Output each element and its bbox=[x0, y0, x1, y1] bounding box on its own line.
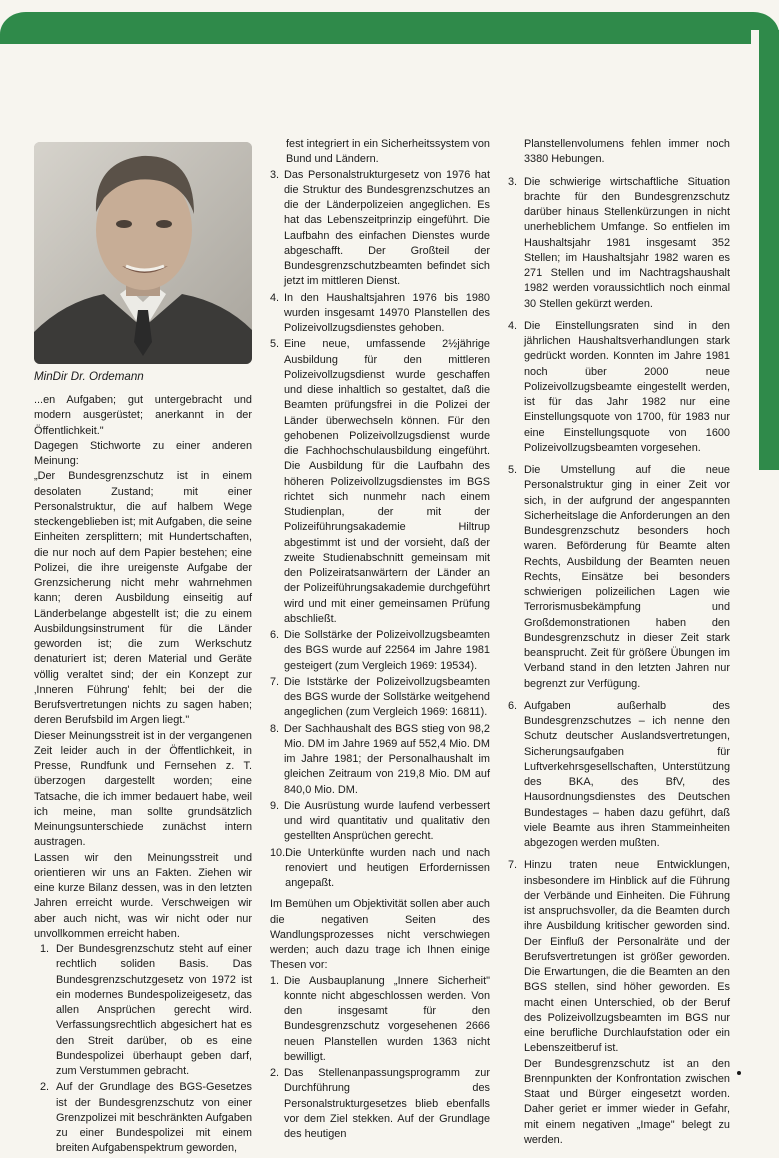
list-text: Der Bundesgrenzschutz steht auf einer rechtlich soliden Basis. Das Bundesgrenzschutzgesetz von 1972 ist ein modernes Bundespolizeigesetz, das allen Ansprüchen gerecht wird. Verfassungsrechtlich abgesichert hat es den Streit darüber, ob es eine Bundespolizei überhaupt geben darf, zum Verstummen gebracht. bbox=[56, 943, 252, 1077]
list-text: Die Ausrüstung wurde laufend verbessert und wird quantitativ und qualitativ den gestellten Ansprüchen gerecht. bbox=[284, 799, 490, 843]
list-number: 3. bbox=[508, 175, 518, 188]
list-text: Aufgaben außerhalb des Bundesgrenzschutzes – ich nenne den Schutz deutscher Auslandsvertretungen, Sicherungsaufgaben für Luftverkehrsgesellschaften, Unterstützung des BKA, des BfV, des Hausordnungsdienstes des Deutschen Bundestages – haben dazu geführt, daß viele Beamte aus ihren Stammeinheiten abgezogen werden mußten. bbox=[524, 699, 730, 849]
portrait-photo bbox=[34, 142, 252, 364]
header-color-bar bbox=[0, 12, 779, 44]
page-end-mark bbox=[737, 1071, 741, 1075]
list-text: Das Personalstrukturgesetz von 1976 hat die Struktur des Bundesgrenzschutzes an die der Länderpolizeien angeglichen. Es hat das Lebenszeitprinzip eingeführt. Die Laufbahn des einfachen Dienstes wurde abgeschafft. Der Großteil der Bundesgrenzschutzbeamten befindet sich jetzt im mittleren Dienst. bbox=[284, 168, 490, 288]
list-item bbox=[508, 858, 730, 1056]
column-2 bbox=[270, 137, 490, 1143]
list-item bbox=[508, 319, 730, 456]
list-item bbox=[270, 337, 490, 627]
list-number: 2. bbox=[40, 1081, 50, 1094]
numbered-list bbox=[34, 942, 252, 1157]
list-text: Die Sollstärke der Polizeivollzugsbeamten des BGS wurde auf 22564 im Jahre 1981 gesteigert (zum Vergleich 1969: 19534). bbox=[284, 629, 490, 672]
list-item bbox=[270, 846, 490, 892]
list-number: 9. bbox=[270, 799, 280, 812]
numbered-list bbox=[270, 168, 490, 892]
list-number: 1. bbox=[40, 943, 50, 955]
list-item bbox=[34, 942, 252, 1079]
list-number: 1. bbox=[270, 974, 280, 987]
list-item bbox=[270, 628, 490, 674]
paragraph: Dieser Meinungsstreit ist in der vergangenen Zeit leider auch in der Öffentlichkeit, in Presse, Rundfunk und Fernsehen z. T. überzogen dargestellt worden; eine Tatsache, die ich immer bedauert habe, weil ich meine, man sollte grundsätzlich Meinungsunterschiede zunächst intern austragen. bbox=[34, 729, 252, 849]
list-item bbox=[270, 168, 490, 290]
list-number: 4. bbox=[270, 291, 280, 304]
list-text: Die Unterkünfte wurden nach und nach renoviert und heutigen Erfordernissen angepaßt. bbox=[285, 846, 490, 889]
list-number: 6. bbox=[508, 699, 518, 712]
list-number: 4. bbox=[508, 319, 518, 332]
photo-caption: MinDir Dr. Ordemann bbox=[34, 370, 144, 383]
list-item bbox=[270, 799, 490, 845]
list-text: Das Stellenanpassungsprogramm zur Durchführung des Personalstrukturgesetzes blieb ebenfalls vor dem Ziel stekken. Auf der Grundlage des heutigen bbox=[284, 1067, 490, 1140]
list-item bbox=[270, 974, 490, 1066]
list-number: 2. bbox=[270, 1067, 280, 1079]
numbered-list bbox=[270, 974, 490, 1143]
paragraph: Lassen wir den Meinungsstreit und orientieren wir uns an Fakten. Ziehen wir eine kurze Bilanz dessen, was in den letzten Jahren erreicht wurde. Verschweigen wir aber auch nicht, was wir nicht oder nur unvollkommen erreicht haben. bbox=[34, 851, 252, 940]
paragraph: Planstellenvolumens fehlen immer noch 3380 Hebungen. bbox=[524, 138, 730, 166]
list-text: Die Ausbauplanung „Innere Sicherheit" konnte nicht abgeschlossen werden. Von den insgesamt für den Bundesgrenzschutz vorgesehenen 2666 neuen Planstellen wurden 1363 nicht bewilligt. bbox=[284, 974, 490, 1063]
list-text: Die Umstellung auf die neue Personalstruktur ging in einer Zeit vor sich, in der aufgrund der angespannten Sicherheitslage die Anforderungen an den Bundesgrenzschutz besonders hoch waren. Beförderung für Beamte alten Rechts, Ausbildung der Beamten neuen Rechts, Einsätze bei besonders schwierigen polizeilichen Lagen wie Terrorismusbekämpfung und Großdemonstrationen haben den Bundesgrenzschutz in dieser Zeit stark beansprucht. Zeit für größere Übungen im Verband stand in den letzten Jahren nur begrenzt zur Verfügung. bbox=[524, 464, 730, 690]
list-text: Die schwierige wirtschaftliche Situation brachte für den Bundesgrenzschutz darüber hinaus Stellenkürzungen in nicht unerheblichem Umfange. So entfielen im Haushaltsjahr 1981 insgesamt 352 Stellen; im Haushaltsjahr 1982 waren es 271 Stellen und im Nachtragshaushalt 1982 werden voraussichtlich noch einmal 30 Stellen gekürzt werden. bbox=[524, 175, 730, 310]
list-text: Hinzu traten neue Entwicklungen, insbesondere im Hinblick auf die Führung der Verbände und Einheiten. Die Führung ist anspruchsvoller, da die Beamten durch ihre Ausbildung kritischer geworden sind. Der Einfluß der Personalräte und der Berufsvertretungen ist größer geworden. Die Erwartungen, die die Beamten an den BGS stellen, sind höher geworden. Es macht einen Unterschied, ob der Beruf des Polizeivollzugsbeamten im BGS nur eine berufliche Durchlaufstation oder ein Lebenszeitberuf ist. bbox=[524, 859, 730, 1055]
numbered-list bbox=[508, 175, 730, 1057]
paragraph: ...en Aufgaben; gut untergebracht und modern ausgerüstet; anerkannt in der Öffentlichkeit." bbox=[34, 394, 252, 437]
paragraph: Der Bundesgrenzschutz ist an den Brennpunkten der Konfrontation zwischen Staat und Bürger eingesetzt worden. Daher geriet er immer wieder in Gefahr, mit einem negativen „Image" belegt zu werden. bbox=[524, 1057, 730, 1146]
list-number: 7. bbox=[508, 859, 518, 872]
paragraph: fest integriert in ein Sicherheitssystem von Bund und Ländern. bbox=[286, 138, 490, 166]
list-number: 10. bbox=[270, 846, 286, 859]
list-text: Eine neue, umfassende 2½jährige Ausbildung für den mittleren Polizeivollzugsdienst wurde geschaffen und diese inhaltlich so gestaltet, daß die Beamten prüfungsfrei in die Polizei der Länder überwechseln können. Für den gehobenen Polizeivollzugsdienst wurde die Fachhochschulausbildung eingeführt. Die Ausbildung für die Laufbahn des höheren Polizeivollzugsdienstes im BGS richtet sich nunmehr nach einem Studienplan, der mit der Polizeiführungsakademie Hiltrup abgestimmt ist und der vorsieht, daß der zweite Studienabschnitt gemeinsam mit den Polizeiratsanwärtern der Länder an der Polizeiführungsakademie durchgeführt wird und mit einer gemeinsamen Prüfung abschließt. bbox=[284, 338, 490, 625]
list-number: 5. bbox=[508, 464, 518, 476]
list-number: 5. bbox=[270, 338, 280, 351]
list-text: Die Einstellungsraten sind in den jährlichen Haushaltsverhandlungen stark gedrückt worden. Konnten im Jahre 1981 noch über 2000 neue Polizeivollzugsbeamte eingestellt werden, ist für das Jahr 1982 nur eine Einstellungsquote von 1700, für 1983 nur eine Einstellungsquote von 1600 Polizeivollzugsbeamten vorgesehen. bbox=[524, 319, 730, 454]
list-number: 6. bbox=[270, 629, 280, 641]
paragraph: Im Bemühen um Objektivität sollen aber auch die negativen Seiten des Wandlungsprozesses nicht verschwiegen werden; auch dazu trage ich Ihnen einige Thesen vor: bbox=[270, 898, 490, 972]
quote-paragraph: „Der Bundesgrenzschutz ist in einem desolaten Zustand; mit einer Personalstruktur, die auf halbem Wege steckengeblieben ist; mit Aufgaben, die seine Einheiten zersplittern; mit Hundertschaften, die nur noch auf dem Papier bestehen; eine Polizei, die ihre ureigenste Aufgabe der Grenzsicherung nicht mehr wahrnehmen kann; deren Ausbildung einseitig auf Länderbelange abgestellt ist; die zu einem Ausbildungsinstrument für die Länder geworden ist; die zum Werkschutz denaturiert ist; deren Material und Geräte völlig veraltet sind; der ein Konzept zur ‚Inneren Führung' fehlt; bei der die Berufsvertretungen nichts zu sagen haben; deren Berufsbild im Argen liegt." bbox=[34, 470, 252, 727]
list-item bbox=[508, 699, 730, 852]
right-color-bar bbox=[751, 30, 779, 470]
list-text: Die Iststärke der Polizeivollzugsbeamten des BGS wurde der Sollstärke weitgehend angeglichen (zum Vergleich 1969: 16811). bbox=[284, 675, 490, 719]
list-item bbox=[270, 722, 490, 798]
list-item bbox=[508, 463, 730, 692]
list-item bbox=[270, 291, 490, 337]
list-item bbox=[270, 1066, 490, 1142]
list-text: Auf der Grundlage des BGS-Gesetzes ist der Bundesgrenzschutz von einer Grenzpolizei mit beschränkten Aufgaben zu einer Bundespolizei mit einem breiten Aufgabenspektrum geworden, bbox=[56, 1081, 252, 1155]
list-item bbox=[34, 1080, 252, 1156]
list-item bbox=[270, 675, 490, 721]
column-1 bbox=[34, 393, 252, 1158]
paragraph: Dagegen Stichworte zu einer anderen Meinung: bbox=[34, 439, 252, 467]
column-3 bbox=[508, 137, 730, 1148]
list-text: In den Haushaltsjahren 1976 bis 1980 wurden insgesamt 14970 Planstellen des Polizeivollzugsdienstes gehoben. bbox=[284, 291, 490, 334]
list-item bbox=[508, 175, 730, 312]
list-number: 7. bbox=[270, 675, 280, 688]
portrait-image bbox=[34, 142, 252, 364]
list-text: Der Sachhaushalt des BGS stieg von 98,2 Mio. DM im Jahre 1969 auf 552,4 Mio. DM im Jahre 1981; der Personalhaushalt im gleichen Zeitraum von 219,8 Mio. DM auf 840,0 Mio. DM. bbox=[284, 722, 490, 796]
list-number: 3. bbox=[270, 168, 280, 181]
list-number: 8. bbox=[270, 722, 280, 735]
